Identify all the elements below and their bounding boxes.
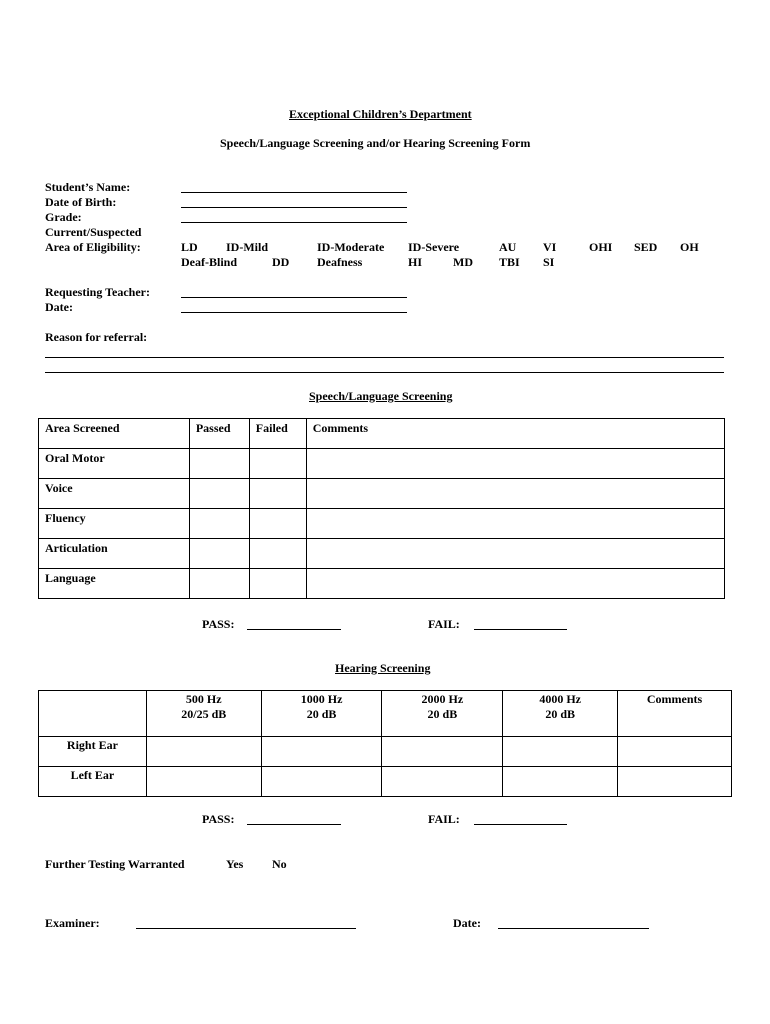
comments-cell[interactable] — [306, 449, 724, 479]
speech-fail-field[interactable] — [474, 629, 567, 630]
examiner-label: Examiner: — [45, 916, 100, 930]
result-cell[interactable] — [503, 737, 618, 767]
speech-pass-field[interactable] — [247, 629, 341, 630]
comments-cell[interactable] — [618, 737, 732, 767]
row-label-oral-motor: Oral Motor — [39, 449, 190, 479]
result-cell[interactable] — [146, 737, 261, 767]
request-date-label: Date: — [45, 300, 73, 314]
hearing-pass-field[interactable] — [247, 824, 341, 825]
examiner-field[interactable] — [136, 928, 356, 929]
level-label: 20 dB — [427, 707, 458, 721]
eligibility-option-oh[interactable]: OH — [680, 240, 699, 254]
eligibility-option-sed[interactable]: SED — [634, 240, 658, 254]
eligibility-option-id-severe[interactable]: ID-Severe — [408, 240, 460, 254]
eligibility-option-id-mild[interactable]: ID-Mild — [226, 240, 268, 254]
reason-line-1[interactable] — [45, 357, 724, 358]
failed-cell[interactable] — [249, 539, 306, 569]
table-row — [39, 509, 725, 539]
eligibility-option-md[interactable]: MD — [453, 255, 473, 269]
passed-cell[interactable] — [189, 449, 249, 479]
requesting-teacher-field[interactable] — [181, 297, 407, 298]
row-label-voice: Voice — [39, 479, 190, 509]
table-header-row — [39, 419, 725, 449]
eligibility-option-dd[interactable]: DD — [272, 255, 290, 269]
eligibility-option-vi[interactable]: VI — [543, 240, 557, 254]
eligibility-option-ohi[interactable]: OHI — [589, 240, 613, 254]
further-testing-no[interactable]: No — [272, 857, 287, 871]
table-row — [39, 539, 725, 569]
comments-cell[interactable] — [306, 479, 724, 509]
grade-field[interactable] — [181, 222, 407, 223]
comments-cell[interactable] — [306, 569, 724, 599]
request-date-field[interactable] — [181, 312, 407, 313]
form-title: Speech/Language Screening and/or Hearing Screening Form — [220, 136, 531, 150]
passed-cell[interactable] — [189, 569, 249, 599]
header-comments: Comments — [306, 419, 724, 449]
eligibility-option-deafness[interactable]: Deafness — [317, 255, 363, 269]
reason-label: Reason for referral: — [45, 330, 148, 344]
eligibility-option-si[interactable]: SI — [543, 255, 555, 269]
header-4000hz — [503, 691, 618, 737]
header-failed: Failed — [249, 419, 306, 449]
header-500hz — [146, 691, 261, 737]
row-label-right-ear: Right Ear — [39, 737, 147, 767]
failed-cell[interactable] — [249, 479, 306, 509]
table-row — [39, 449, 725, 479]
header-2000hz — [382, 691, 503, 737]
eligibility-option-deaf-blind[interactable]: Deaf-Blind — [181, 255, 238, 269]
row-label-articulation: Articulation — [39, 539, 190, 569]
header-blank — [39, 691, 147, 737]
failed-cell[interactable] — [249, 509, 306, 539]
eligibility-option-ld[interactable]: LD — [181, 240, 198, 254]
examiner-date-label: Date: — [453, 916, 481, 930]
department-title: Exceptional Children’s Department — [289, 107, 472, 121]
result-cell[interactable] — [382, 767, 503, 797]
result-cell[interactable] — [261, 737, 382, 767]
comments-cell[interactable] — [306, 539, 724, 569]
freq-label: 2000 Hz — [421, 692, 464, 706]
eligibility-option-hi[interactable]: HI — [408, 255, 423, 269]
header-passed: Passed — [189, 419, 249, 449]
freq-label: 1000 Hz — [300, 692, 343, 706]
level-label: 20/25 dB — [181, 707, 227, 721]
comments-cell[interactable] — [306, 509, 724, 539]
speech-section-title: Speech/Language Screening — [309, 389, 453, 403]
row-label-left-ear: Left Ear — [39, 767, 147, 797]
level-label: 20 dB — [306, 707, 337, 721]
speech-fail-label: FAIL: — [428, 617, 460, 631]
passed-cell[interactable] — [189, 509, 249, 539]
eligibility-option-tbi[interactable]: TBI — [499, 255, 520, 269]
grade-label: Grade: — [45, 210, 82, 224]
passed-cell[interactable] — [189, 479, 249, 509]
hearing-section-title: Hearing Screening — [335, 661, 431, 675]
table-row — [39, 479, 725, 509]
speech-pass-label: PASS: — [202, 617, 235, 631]
table-row — [39, 569, 725, 599]
eligibility-option-au[interactable]: AU — [499, 240, 517, 254]
dob-label: Date of Birth: — [45, 195, 117, 209]
freq-label: 4000 Hz — [539, 692, 581, 706]
row-label-language: Language — [39, 569, 190, 599]
header-1000hz — [261, 691, 382, 737]
eligibility-option-id-moderate[interactable]: ID-Moderate — [317, 240, 385, 254]
reason-line-2[interactable] — [45, 372, 724, 373]
header-comments: Comments — [618, 691, 732, 737]
hearing-pass-label: PASS: — [202, 812, 235, 826]
failed-cell[interactable] — [249, 449, 306, 479]
examiner-date-field[interactable] — [498, 928, 649, 929]
hearing-fail-label: FAIL: — [428, 812, 460, 826]
eligibility-label-line1: Current/Suspected — [45, 225, 142, 239]
result-cell[interactable] — [382, 737, 503, 767]
dob-field[interactable] — [181, 207, 407, 208]
student-name-label: Student’s Name: — [45, 180, 131, 194]
row-label-fluency: Fluency — [39, 509, 190, 539]
eligibility-label-line2: Area of Eligibility: — [45, 240, 141, 254]
table-header-row — [39, 691, 732, 737]
further-testing-label: Further Testing Warranted — [45, 857, 185, 871]
hearing-fail-field[interactable] — [474, 824, 567, 825]
comments-cell[interactable] — [618, 767, 732, 797]
result-cell[interactable] — [261, 767, 382, 797]
header-area-screened: Area Screened — [39, 419, 190, 449]
speech-screening-table — [38, 418, 725, 599]
requesting-teacher-label: Requesting Teacher: — [45, 285, 150, 299]
student-name-field[interactable] — [181, 192, 407, 193]
passed-cell[interactable] — [189, 539, 249, 569]
table-row — [39, 767, 732, 797]
result-cell[interactable] — [503, 767, 618, 797]
further-testing-yes[interactable]: Yes — [226, 857, 244, 871]
result-cell[interactable] — [146, 767, 261, 797]
hearing-screening-table — [38, 690, 732, 797]
freq-label: 500 Hz — [185, 692, 222, 706]
table-row — [39, 737, 732, 767]
failed-cell[interactable] — [249, 569, 306, 599]
level-label: 20 dB — [545, 707, 576, 721]
